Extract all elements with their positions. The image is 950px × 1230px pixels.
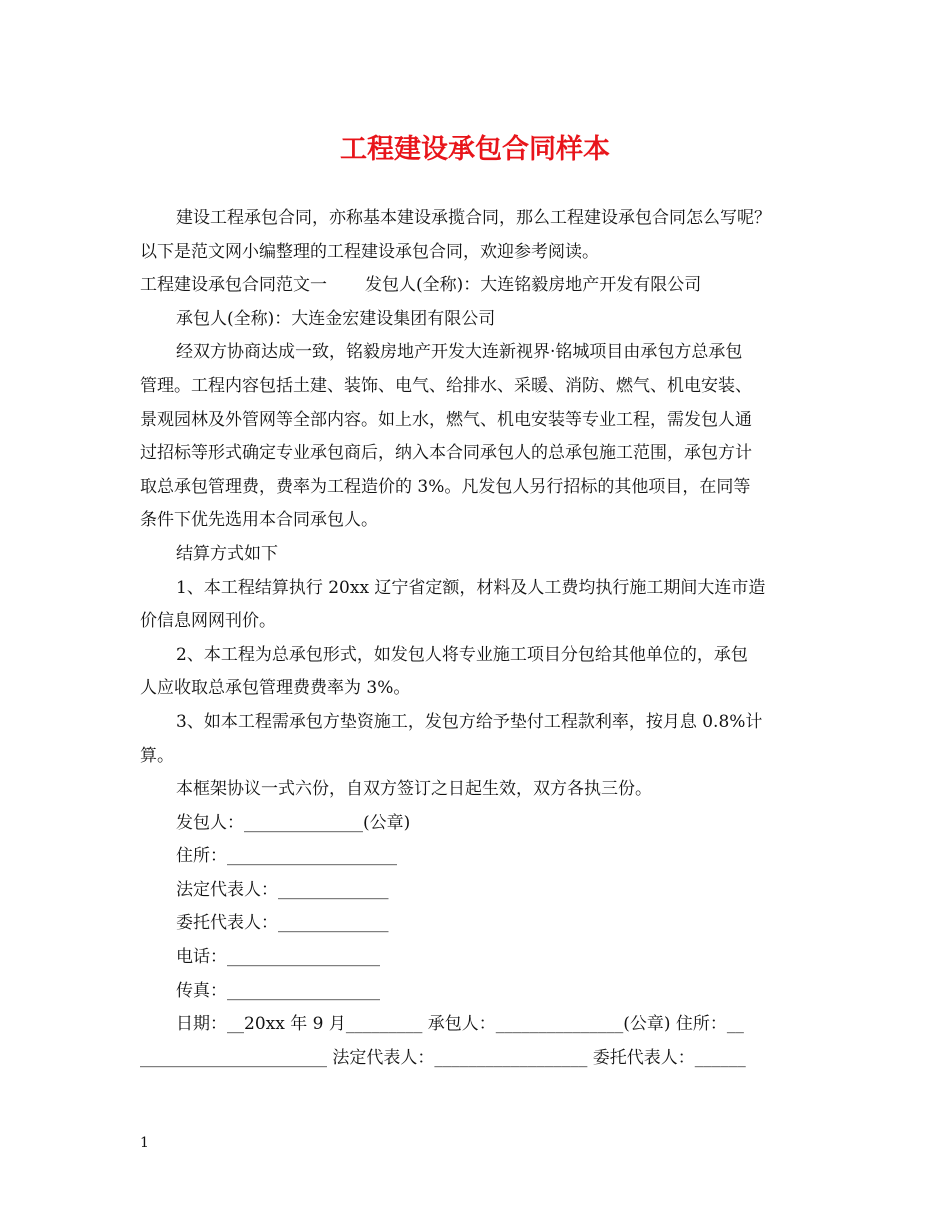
paragraph-line: 景观园林及外管网等全部内容。如上水，燃气、机电安装等专业工程，需发包人通 (140, 409, 752, 430)
page-title: 工程建设承包合同样本 (340, 134, 610, 165)
settlement-item-2: 2、本工程为总承包形式，如发包人将专业施工项目分包给其他单位的，承包 (176, 644, 748, 665)
paragraph-line: 过招标等形式确定专业承包商后，纳入本合同承包人的总承包施工范围，承包方计 (140, 443, 752, 464)
signature-legal-rep: 法定代表人：_____________ (176, 879, 389, 900)
paragraph-line: 条件下优先选用本合同承包人。 (140, 510, 378, 531)
signature-employer: 发包人：______________(公章) (176, 812, 411, 833)
contractor-name: 承包人(全称)：大连金宏建设集团有限公司 (176, 308, 496, 329)
settlement-heading: 结算方式如下 (176, 543, 278, 564)
heading-and-employer-line (140, 269, 820, 303)
signature-agent: 委托代表人：_____________ (176, 913, 389, 934)
signature-address: 住所：____________________ (176, 846, 397, 867)
settlement-item-1-cont: 价信息网网刊价。 (140, 611, 276, 632)
page-number: 1 (140, 1135, 149, 1151)
document-body (140, 202, 820, 1075)
paragraph-line: 经双方协商达成一致，铭毅房地产开发大连新视界·铭城项目由承包方总承包 (176, 342, 743, 363)
paragraph-line: 管理。工程内容包括土建、装饰、电气、给排水、采暖、消防、燃气、机电安装、 (140, 375, 752, 396)
signature-fax: 传真：__________________ (176, 980, 380, 1001)
signature-phone: 电话：__________________ (176, 947, 380, 968)
intro-line-2: 以下是范文网小编整理的工程建设承包合同，欢迎参考阅读。 (140, 241, 599, 262)
settlement-item-3: 3、如本工程需承包方垫资施工，发包方给予垫付工程款利率，按月息 0.8%计 (176, 711, 763, 732)
employer-name: 发包人(全称)：大连铭毅房地产开发有限公司 (365, 275, 702, 296)
settlement-item-3-cont: 算。 (140, 745, 174, 766)
signature-date-line: 日期：__20xx 年 9 月_________ 承包人：_______________(公章) 住所：__ (176, 1014, 744, 1035)
intro-line-1: 建设工程承包合同，亦称基本建设承揽合同，那么工程建设承包合同怎么写呢？ (176, 208, 771, 228)
paragraph-line: 取总承包管理费，费率为工程造价的 3%。凡发包人另行招标的其他项目，在同等 (140, 476, 751, 497)
settlement-item-2-cont: 人应收取总承包管理费费率为 3%。 (140, 678, 411, 699)
settlement-item-1: 1、本工程结算执行 20xx 辽宁省定额，材料及人工费均执行施工期间大连市造 (176, 577, 766, 598)
signature-last-line: ______________________ 法定代表人：__________________ 委托代表人：______ (140, 1047, 746, 1068)
copies-clause: 本框架协议一式六份，自双方签订之日起生效，双方各执三份。 (176, 779, 652, 800)
section-heading: 工程建设承包合同范文一 (140, 275, 327, 296)
